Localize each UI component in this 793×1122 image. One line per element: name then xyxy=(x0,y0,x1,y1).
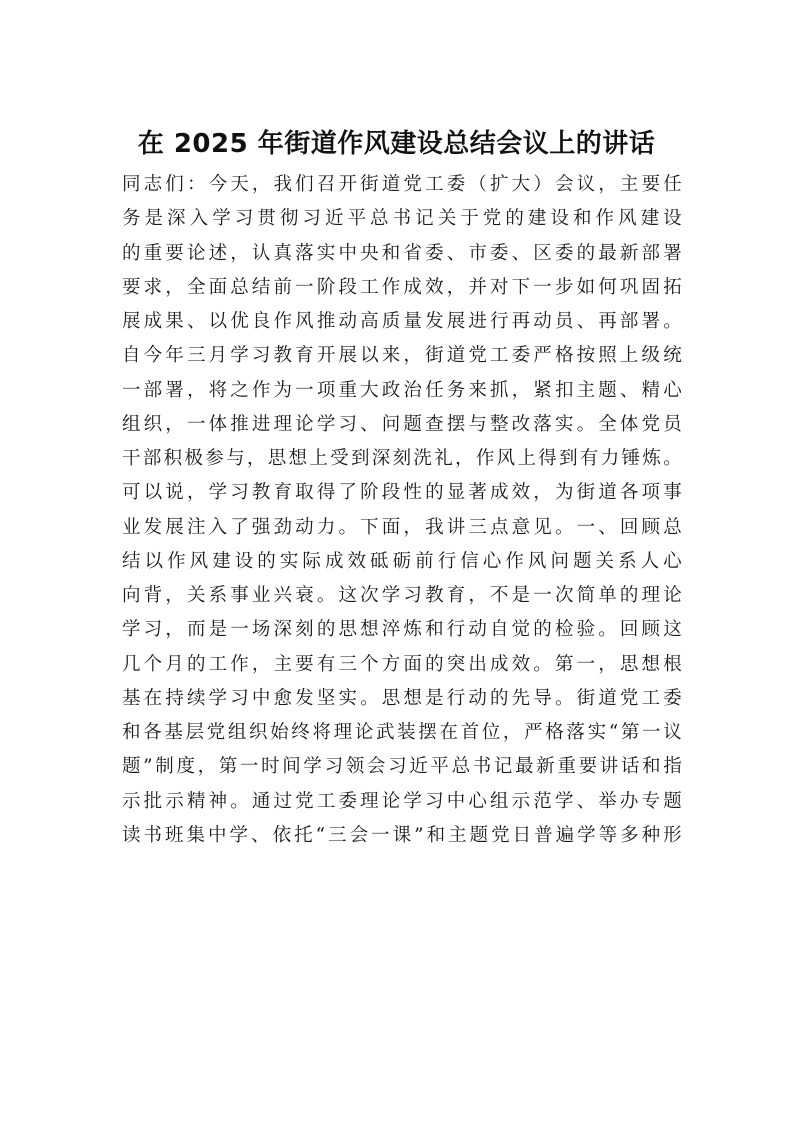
body-line-15: 几个月的工作，主要有三个方面的突出成效。第一，思想根 xyxy=(122,653,682,675)
body-line-3: 的重要论述，认真落实中央和省委、市委、区委的最新部署 xyxy=(122,242,682,264)
body-line-20: 读书班集中学、依托“三会一课”和主题党日普遍学等多种形 xyxy=(122,824,682,846)
body-line-16: 基在持续学习中愈发坚实。思想是行动的先导。街道党工委 xyxy=(122,687,682,709)
body-line-18: 题”制度，第一时间学习领会习近平总书记最新重要讲话和指 xyxy=(122,756,682,778)
body-line-12: 结以作风建设的实际成效砥砺前行信心作风问题关系人心 xyxy=(122,550,682,572)
body-line-1: 同志们：今天，我们召开街道党工委（扩大）会议，主要任 xyxy=(122,174,682,195)
body-line-9: 干部积极参与，思想上受到深刻洗礼，作风上得到有力锤炼。 xyxy=(122,448,682,469)
body-line-10: 可以说，学习教育取得了阶段性的显著成效，为街道各项事 xyxy=(122,482,682,504)
body-line-14: 学习，而是一场深刻的思想淬炼和行动自觉的检验。回顾这 xyxy=(122,619,682,641)
body-line-19: 示批示精神。通过党工委理论学习中心组示范学、举办专题 xyxy=(122,790,682,812)
body-line-4: 要求，全面总结前一阶段工作成效，并对下一步如何巩固拓 xyxy=(122,276,682,298)
document-body xyxy=(122,168,682,853)
document-title: 在 2025 年街道作风建设总结会议上的讲话 xyxy=(137,129,656,159)
body-line-11: 业发展注入了强劲动力。下面，我讲三点意见。一、回顾总 xyxy=(122,516,682,538)
body-line-6: 自今年三月学习教育开展以来，街道党工委严格按照上级统 xyxy=(122,345,682,367)
body-line-13: 向背，关系事业兴衰。这次学习教育，不是一次简单的理论 xyxy=(122,585,682,606)
body-line-17: 和各基层党组织始终将理论武装摆在首位，严格落实“第一议 xyxy=(122,722,682,743)
body-line-2: 务是深入学习贯彻习近平总书记关于党的建设和作风建设 xyxy=(122,208,682,230)
body-line-7: 一部署，将之作为一项重大政治任务来抓，紧扣主题、精心 xyxy=(122,379,682,401)
body-line-8: 组织，一体推进理论学习、问题查摆与整改落实。全体党员 xyxy=(122,413,682,435)
body-line-5: 展成果、以优良作风推动高质量发展进行再动员、再部署。 xyxy=(122,311,682,332)
